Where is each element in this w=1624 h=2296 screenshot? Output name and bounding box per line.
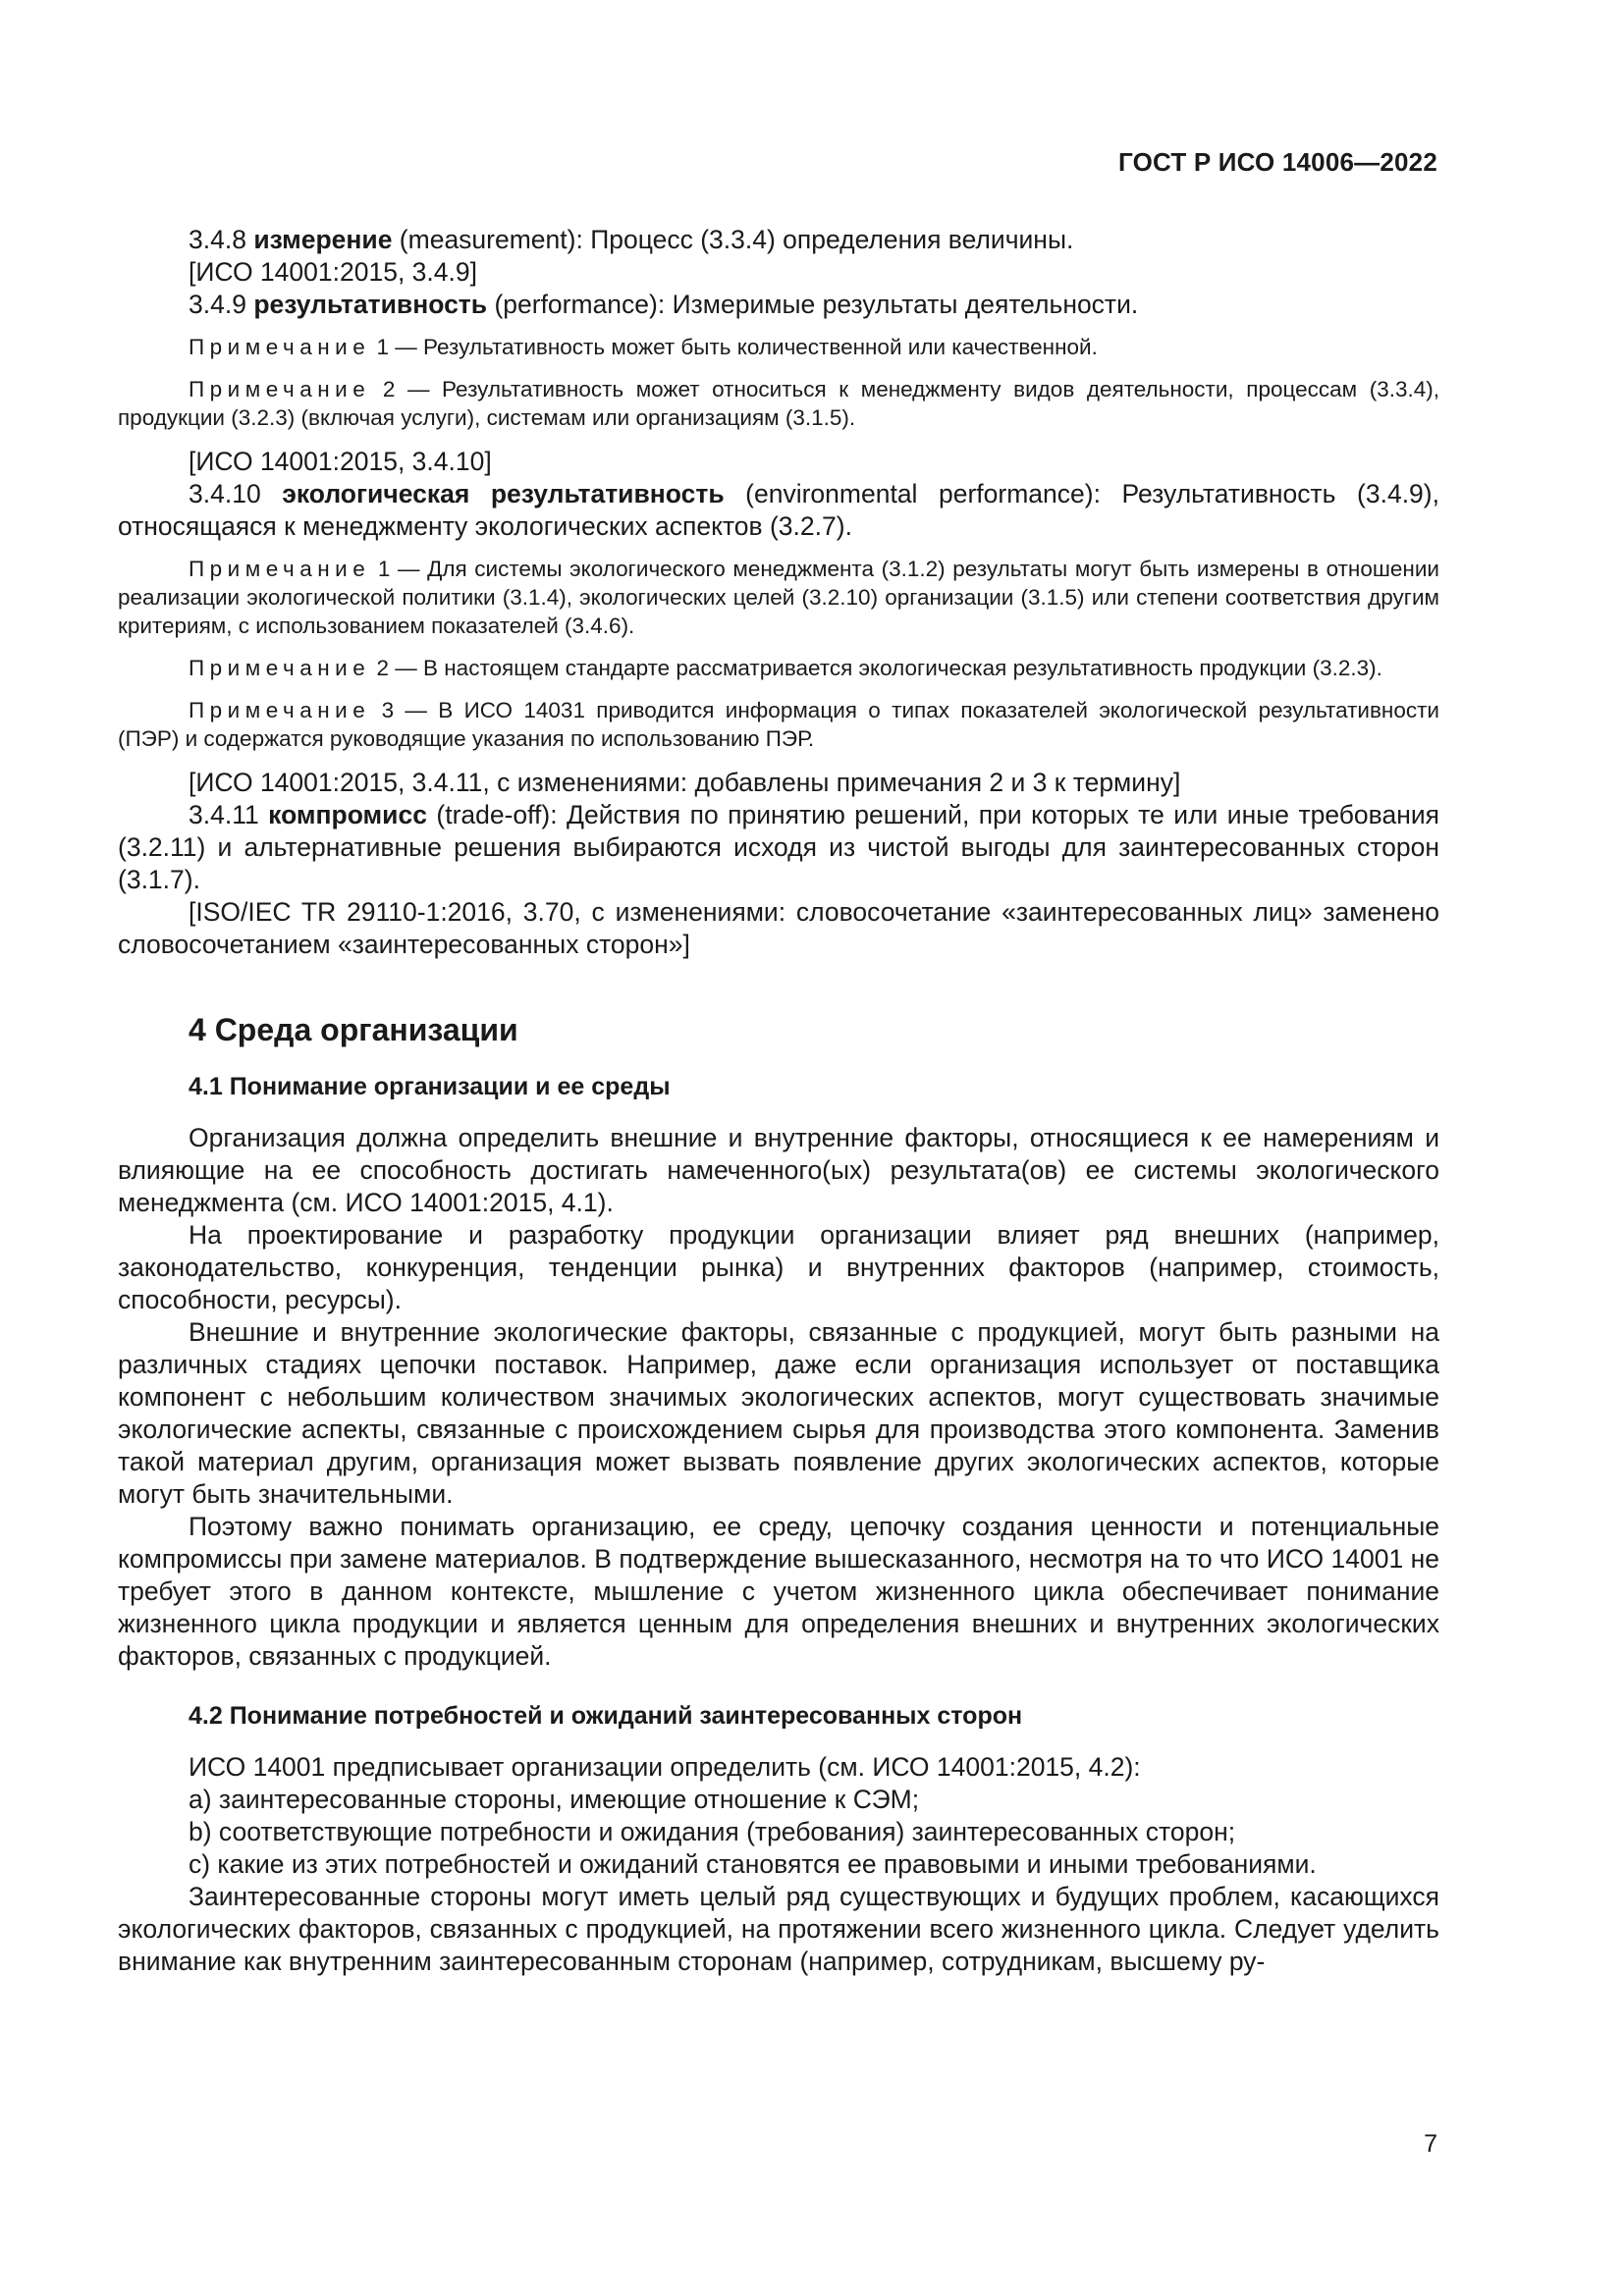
note-3-4-10-3 (118, 696, 1439, 753)
note-text: 2 — В настоящем стандарте рассматривается экологическая результативность продукции (3.2.3). (370, 656, 1382, 680)
list-item: b) соответствующие потребности и ожидания (требования) заинтересованных сторон; (189, 1817, 1236, 1846)
note-text: 2 — Результативность может относиться к менеджменту видов деятельности, процессам (3.3.4), продукции (3.2.3) (включая услуги), системам или организациям (3.1.5). (118, 377, 1439, 430)
paragraph: Организация должна определить внешние и внутренние факторы, относящиеся к ее намерениям и влияющие на ее способность достигать намеченного(ых) результата(ов) ее системы экологического менеджмента (см. ИСО 14001:2015, 4.1). (118, 1123, 1439, 1217)
term-number: 3.4.11 (189, 800, 259, 829)
list-item: c) какие из этих потребностей и ожиданий становятся ее правовыми и иными требованиями. (189, 1849, 1317, 1879)
definition-3-4-9 (118, 289, 1439, 321)
paragraph: Внешние и внутренние экологические факторы, связанные с продукцией, могут быть разными на различных стадиях цепочки поставок. Например, даже если организация использует от поставщика компонент с небольшим количеством значимых экологических аспектов, могут существовать значимые экологические аспекты, связанные с происхождением сырья для производства этого компонента. Заменив такой материал другим, организация может вызвать появление других экологических аспектов, которые могут быть значительными. (118, 1317, 1439, 1509)
term-definition: (trade-off): Действия по принятию решений, при которых те или иные требования (3.2.11) и альтернативные решения выбираются исходя из чистой выгоды для заинтересованных сторон (3.1.7). (118, 800, 1439, 894)
definition-3-4-10 (118, 478, 1439, 543)
source-reference: [ИСО 14001:2015, 3.4.9] (189, 257, 477, 287)
note-3-4-10-1 (118, 555, 1439, 640)
note-label: Примечание (189, 557, 371, 581)
definition-3-4-11 (118, 799, 1439, 896)
definition-3-4-8 (118, 224, 1439, 256)
term: результативность (253, 290, 488, 319)
section-heading: 4 Среда организации (189, 1012, 518, 1047)
note-text: 1 — Результативность может быть количественной или качественной. (370, 335, 1098, 359)
source-reference: [ИСО 14001:2015, 3.4.10] (189, 447, 492, 476)
term-definition: (environmental performance): Результативность (3.4.9), относящаяся к менеджменту экологических аспектов (3.2.7). (118, 479, 1439, 541)
paragraph: На проектирование и разработку продукции организации влияет ряд внешних (например, законодательство, конкуренция, тенденции рынка) и внутренних факторов (например, стоимость, способности, ресурсы). (118, 1220, 1439, 1314)
paragraph: Заинтересованные стороны могут иметь целый ряд существующих и будущих проблем, касающихся экологических факторов, связанных с продукцией, на протяжении всего жизненного цикла. Следует уделить внимание как внутренним заинтересованным сторонам (например, сотрудникам, высшему ру- (118, 1882, 1439, 1976)
note-text: 3 — В ИСО 14031 приводится информация о типах показателей экологической результативности (ПЭР) и содержатся руководящие указания по использованию ПЭР. (118, 698, 1439, 751)
source-reference: [ИСО 14001:2015, 3.4.11, с изменениями: добавлены примечания 2 и 3 к термину] (189, 768, 1181, 797)
subsection-heading: 4.1 Понимание организации и ее среды (189, 1073, 671, 1100)
paragraph: Поэтому важно понимать организацию, ее среду, цепочку создания ценности и потенциальные компромиссы при замене материалов. В подтверждение вышесказанного, несмотря на то что ИСО 14001 не требует этого в данном контексте, мышление с учетом жизненного цикла обеспечивает понимание жизненного цикла продукции и является ценным для определения внешних и внутренних экологических факторов, связанных с продукцией. (118, 1512, 1439, 1671)
note-label: Примечание (189, 335, 371, 359)
term-definition: (measurement): Процесс (3.3.4) определения величины. (392, 225, 1074, 254)
term-number: 3.4.9 (189, 290, 246, 319)
term-definition: (performance): Измеримые результаты деятельности. (487, 290, 1139, 319)
note-label: Примечание (189, 377, 371, 401)
document-header: ГОСТ Р ИСО 14006—2022 (1117, 147, 1437, 177)
term: измерение (253, 225, 393, 254)
note-text: 1 — Для системы экологического менеджмента (3.1.2) результаты могут быть измерены в отношении реализации экологической политики (3.1.4), экологических целей (3.2.10) организации (3.1.5) или степени соответствия другим критериям, с использованием показателей (3.4.6). (118, 557, 1439, 638)
note-3-4-10-2 (118, 654, 1439, 682)
source-reference: [ISO/IEC TR 29110-1:2016, 3.70, с изменениями: словосочетание «заинтересованных лиц» заменено словосочетанием «заинтересованных сторон»] (118, 897, 1439, 959)
term: компромисс (268, 800, 427, 829)
subsection-heading: 4.2 Понимание потребностей и ожиданий заинтересованных сторон (189, 1702, 1023, 1730)
note-label: Примечание (189, 698, 371, 722)
list-item: a) заинтересованные стороны, имеющие отношение к СЭМ; (189, 1785, 920, 1814)
page-number: 7 (1424, 2130, 1437, 2158)
note-3-4-9-1 (118, 333, 1439, 361)
page-content (118, 224, 1439, 1978)
note-label: Примечание (189, 656, 371, 680)
paragraph: ИСО 14001 предписывает организации определить (см. ИСО 14001:2015, 4.2): (189, 1752, 1141, 1782)
term: экологическая результативность (282, 479, 725, 508)
note-3-4-9-2 (118, 375, 1439, 432)
term-number: 3.4.8 (189, 225, 246, 254)
term-number: 3.4.10 (189, 479, 261, 508)
